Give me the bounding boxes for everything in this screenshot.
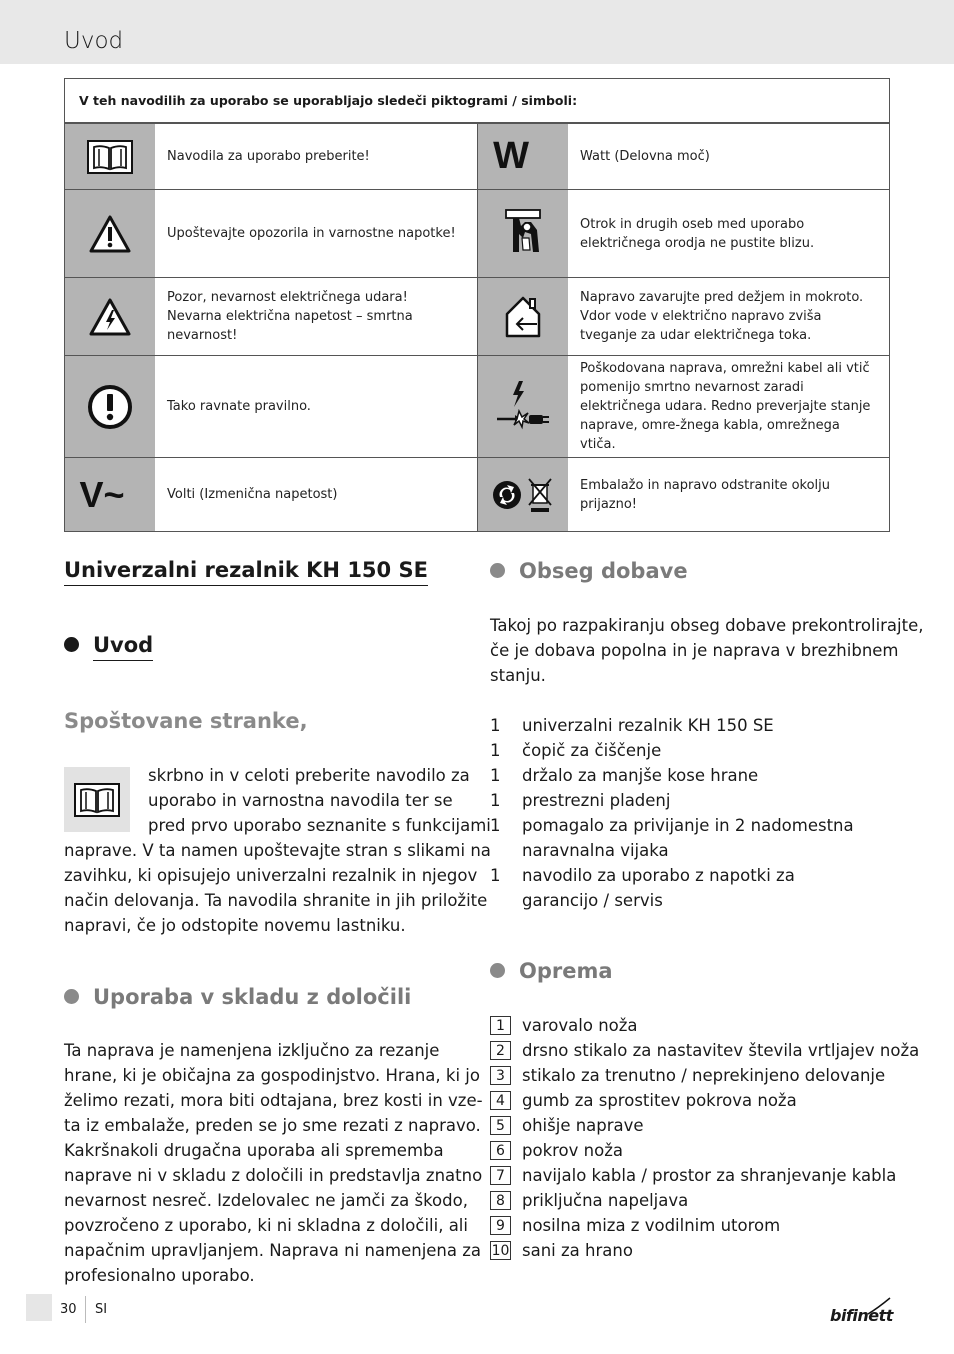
symbols-row [65,189,889,277]
item-number-box: 2 [490,1041,511,1060]
keep-children-away-icon [477,190,568,277]
item-number-box: 6 [490,1141,511,1160]
watt-glyph: W [493,135,529,177]
page-title: Uvod [64,28,124,54]
read-manual-icon [64,767,130,832]
item-quantity: 1 [490,716,501,735]
symbols-row [65,457,889,531]
symbol-description: Tako ravnate pravilno. [167,399,311,414]
page-header [0,0,954,64]
list-item [490,813,854,863]
footer-divider [85,1296,86,1323]
item-label: navijalo kabla / prostor za shranjevanje kabla [522,1166,897,1185]
list-item [490,1013,919,1038]
warning-triangle-icon [65,190,155,277]
list-item [490,1163,919,1188]
symbol-description: Embalažo in napravo odstranite okolju prijazno! [580,477,831,512]
read-manual-icon [65,124,155,189]
text-line: Kakršnakoli drugačna uporaba ali sprememba [64,1141,444,1160]
text-line: uporabo in varnostna navodila ter se [148,791,453,810]
item-quantity: 1 [490,866,501,885]
text-line: povzročeno z uporabo, ki ni skladna z določili, ali [64,1216,468,1235]
item-label: sani za hrano [522,1241,633,1260]
symbol-description: Navodila za uporabo preberite! [167,149,370,164]
item-label: držalo za manjše kose hrane [522,766,759,785]
item-label-line: pomagalo za privijanje in 2 nadomestna [522,816,854,835]
intended-use-heading [64,985,411,1009]
item-number-box: 3 [490,1066,511,1085]
symbols-row [65,277,889,355]
item-label: gumb za sprostitev pokrova noža [522,1091,797,1110]
symbol-description: Pozor, nevarnost električnega udara! Nevarna električna napetost – smrtna nevarnost! [167,290,413,343]
item-label: varovalo noža [522,1016,638,1035]
text-line: pred prvo uporabo seznanite s funkcijami [148,816,491,835]
symbol-description: Napravo zavarujte pred dežjem in mokroto. Vdor vode v električno napravo zviša tveganje za udar električnega toka. [580,290,864,343]
volt-ac-icon [65,458,155,531]
list-item [490,1063,919,1088]
symbol-description: Volti (Izmenična napetost) [167,487,338,502]
item-label: prestrezni pladenj [522,791,671,810]
damaged-cable-icon [477,356,568,457]
product-title: Univerzalni rezalnik KH 150 SE [64,558,428,586]
text-line: profesionalno uporabo. [64,1266,255,1285]
brand-logo: bifinett [830,1306,893,1325]
item-label-line: garancijo / servis [522,891,663,910]
item-label: stikalo za trenutno / neprekinjeno delovanje [522,1066,886,1085]
list-item [490,1188,919,1213]
brand-swoosh-icon [866,1296,892,1316]
list-item [490,863,854,913]
text-line: želimo rezati, mora biti odtajana, brez kosti in vze- [64,1091,483,1110]
exclamation-circle-icon [65,356,155,457]
watt-icon [477,124,568,189]
intro-heading-text: Uvod [93,633,153,661]
indoor-use-only-icon [477,278,568,355]
equipment-heading-text: Oprema [519,959,613,983]
scope-heading-text: Obseg dobave [519,559,688,583]
scope-of-delivery-heading [490,559,688,583]
symbols-table [64,78,890,532]
text-line: če je dobava popolna in je naprava v brezhibnem [490,641,899,660]
item-quantity: 1 [490,816,501,835]
item-label: drsno stikalo za nastavitev števila vrtljajev noža [522,1041,920,1060]
item-label-line: navodilo za uporabo z napotki za [522,866,795,885]
electric-shock-warning-icon [65,278,155,355]
text-line: Ta naprava je namenjena izključno za rezanje [64,1041,440,1060]
text-line: naprave. V ta namen upoštevajte stran s slikami na [64,841,491,860]
item-label: pokrov noža [522,1141,623,1160]
bullet-dot-icon [490,563,505,578]
intended-use-heading-text: Uporaba v skladu z določili [93,985,412,1009]
list-item [490,788,854,813]
text-line: skrbno in v celoti preberite navodilo za [148,766,470,785]
item-number-box: 9 [490,1216,511,1235]
item-number-box: 10 [491,1243,510,1259]
text-line: ta iz embalaže, preden se jo sme rezati z napravo. [64,1116,481,1135]
item-quantity: 1 [490,791,501,810]
item-label: čopič za čiščenje [522,741,662,760]
item-quantity: 1 [490,766,501,785]
text-line: način delovanja. Ta navodila shranite in jih priložite [64,891,488,910]
list-item [490,1113,919,1138]
text-line: napravi, če jo odstopite novemu lastniku. [64,916,406,935]
item-label: priključna napeljava [522,1191,689,1210]
bullet-dot-icon [490,963,505,978]
text-line: stanju. [490,666,546,685]
bullet-dot-icon [64,989,79,1004]
symbol-description: Poškodovana naprava, omrežni kabel ali vtič pomenijo smrtno nevarnost zaradi električnega udara. Redno preverjajte stanje naprave, omre-žnega kabla, omrežnega vtiča. [580,361,871,452]
page-number: 30 [60,1302,77,1317]
greeting: Spoštovane stranke, [64,709,308,733]
equipment-heading [490,959,613,983]
equipment-list [490,1013,919,1263]
volt-ac-glyph: V~ [79,473,125,515]
list-item [490,738,854,763]
text-line: zavihku, ki opisujejo univerzalni rezalnik in njegov [64,866,478,885]
list-item [490,713,854,738]
item-label-line: naravnalna vijaka [522,841,669,860]
list-item [490,1038,919,1063]
item-number-box: 7 [490,1166,511,1185]
item-number-box: 4 [490,1091,511,1110]
list-item [490,1238,919,1263]
symbol-description: Watt (Delovna moč) [580,149,710,164]
item-label: nosilna miza z vodilnim utorom [522,1216,781,1235]
language-code: SI [95,1302,108,1317]
recycling-disposal-icon [477,458,568,531]
symbols-row [65,123,889,189]
list-item [490,1138,919,1163]
list-item [490,1213,919,1238]
item-number-box: 8 [490,1191,511,1210]
item-number-box: 1 [490,1016,511,1035]
list-item [490,1088,919,1113]
text-line: Takoj po razpakiranju obseg dobave prekontrolirajte, [490,616,924,635]
symbol-description: Upoštevajte opozorila in varnostne napotke! [167,226,456,241]
text-line: nevarnost nesreč. Izdelovalec ne jamči za škodo, [64,1191,468,1210]
item-label: ohišje naprave [522,1116,644,1135]
item-label: univerzalni rezalnik KH 150 SE [522,716,774,735]
symbols-table-heading: V teh navodilih za uporabo se uporabljajo sledeči piktogrami / simboli: [65,79,889,123]
symbols-row [65,355,889,457]
item-label [522,863,795,913]
text-line: hrane, ki je običajna za gospodinjstvo. Hrana, ki jo [64,1066,480,1085]
item-number-box: 5 [490,1116,511,1135]
footer-marker [26,1294,52,1321]
bullet-dot-icon [64,637,79,652]
item-label [522,813,854,863]
text-line: naprave ni v skladu z določili in predstavlja znatno [64,1166,483,1185]
intro-heading [64,633,153,657]
item-quantity: 1 [490,741,501,760]
scope-list [490,713,854,913]
symbol-description: Otrok in drugih oseb med uporabo električnega orodja ne pustite blizu. [580,216,815,251]
text-line: napačnim upravljanjem. Naprava ni namenjena za [64,1241,482,1260]
list-item [490,763,854,788]
